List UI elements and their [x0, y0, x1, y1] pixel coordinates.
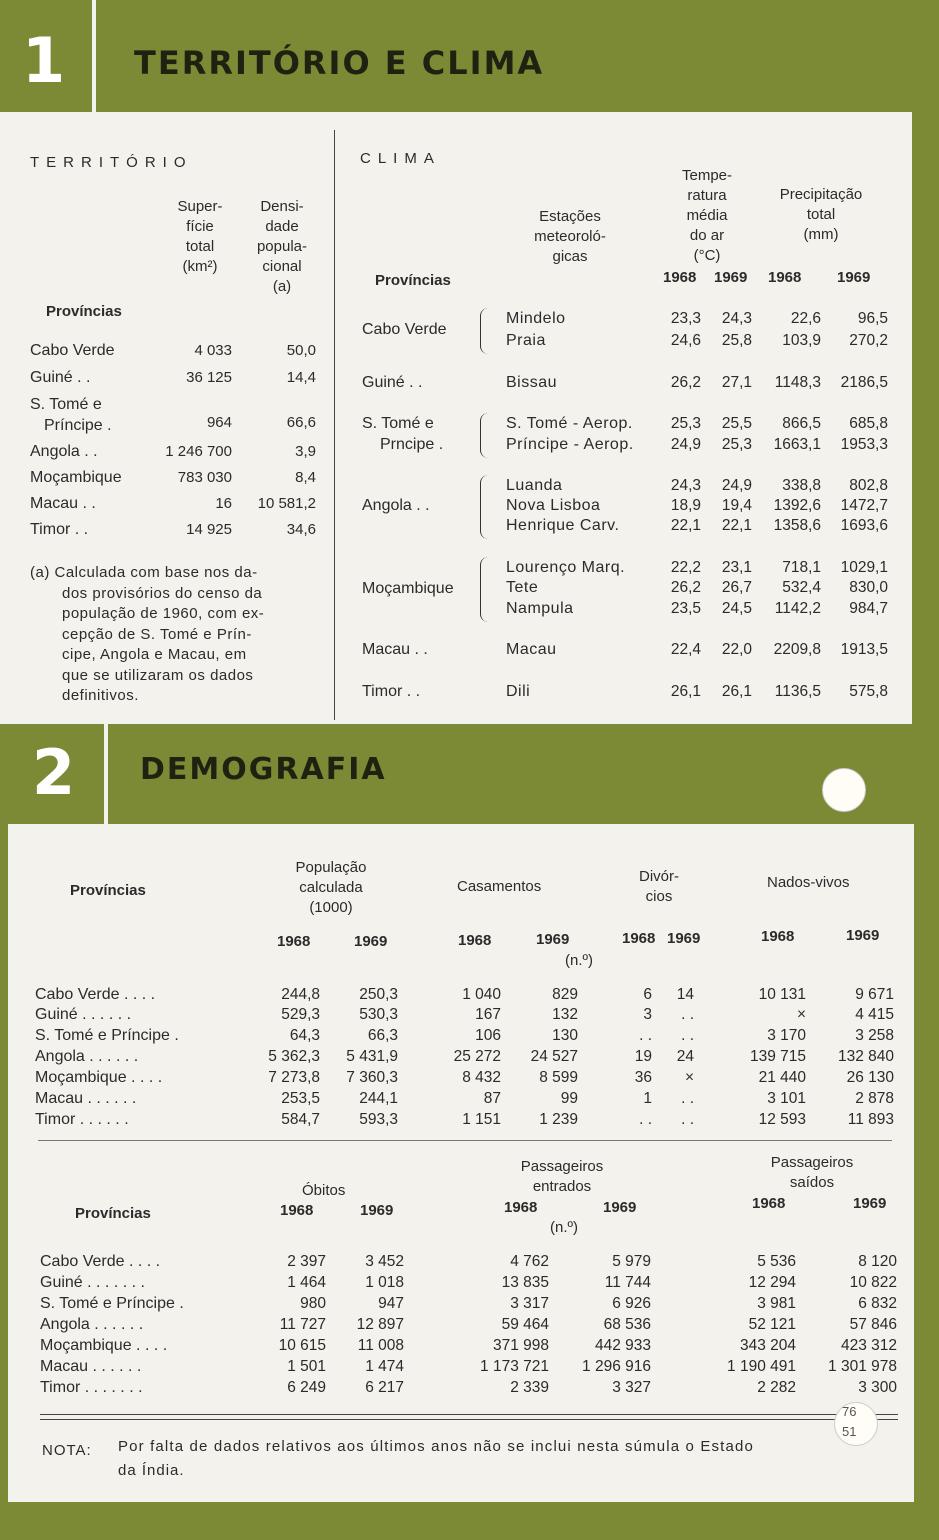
- demo-pop-1969: 244,1: [359, 1090, 398, 1107]
- demo-t1-col-divorcios: Divór- cios: [639, 868, 679, 905]
- demo-nados-1968: 3 170: [767, 1027, 806, 1044]
- clima-prec-1969: 1913,5: [840, 641, 888, 658]
- clima-station-name: Luanda: [506, 477, 563, 494]
- territorio-note: (a) Calculada com base nos da- dos provisórios do censo da população de 1960, com ex- cepção de S. Tomé e Prín- cipe, Angola e Macau, em que se utilizaram os dados definitivos.: [30, 564, 265, 704]
- demo-saidos-1968: 52 121: [748, 1316, 796, 1333]
- demo-nados-1968: ×: [796, 1006, 806, 1023]
- demo-obitos-1969: 12 897: [356, 1316, 404, 1333]
- punch-hole-top: [822, 768, 866, 812]
- clima-prec-1969: 1693,6: [840, 517, 888, 534]
- clima-temp-1969: 24,5: [721, 600, 752, 617]
- clima-prec-1968: 718,1: [782, 559, 821, 576]
- clima-province-name: S. Tomé e: [362, 415, 434, 432]
- clima-station-name: Nampula: [506, 600, 574, 617]
- clima-station-name: Mindelo: [506, 310, 566, 327]
- demo-divorcios-1969: 14: [676, 986, 694, 1003]
- clima-group-brace: [480, 557, 490, 622]
- demo-saidos-1968: 343 204: [739, 1337, 796, 1354]
- clima-station-name: Henrique Carv.: [506, 517, 620, 534]
- demo-saidos-1969: 57 846: [849, 1316, 897, 1333]
- demo-nados-1968: 3 101: [767, 1090, 806, 1107]
- demo-pop-1969: 66,3: [367, 1027, 398, 1044]
- nota-rule-2: [40, 1419, 898, 1420]
- clima-prec-1968: 1148,3: [774, 374, 821, 391]
- demo-casamentos-1969: 132: [552, 1006, 578, 1023]
- demo-entrados-1968: 3 317: [510, 1295, 549, 1312]
- bottom-band: [0, 1502, 939, 1540]
- demo-saidos-1969: 8 120: [858, 1253, 897, 1270]
- clima-prec-1969: 830,0: [849, 579, 888, 596]
- clima-station-name: Lourenço Marq.: [506, 559, 626, 576]
- demo-entrados-1968: 371 998: [492, 1337, 549, 1354]
- demo-pop-1969: 593,3: [359, 1111, 398, 1128]
- demo-t1-provincias-label: Províncias: [70, 882, 146, 899]
- demo-t1-province-name: Angola . . . . . .: [35, 1048, 139, 1065]
- clima-col-precipitacao: Precipitação total (mm): [779, 186, 863, 243]
- demo-t1-province-name: Macau . . . . . .: [35, 1090, 137, 1107]
- demo-divorcios-1969: . .: [681, 1111, 694, 1128]
- demo-t1-province-name: Guiné . . . . . .: [35, 1006, 132, 1023]
- clima-temp-1969: 19,4: [721, 497, 752, 514]
- territorio-densidade-value: 14,4: [286, 369, 316, 386]
- clima-prec-1968: 22,6: [790, 310, 821, 327]
- clima-station-name: Macau: [506, 641, 557, 658]
- clima-prec-1969: 96,5: [857, 310, 888, 327]
- demo-t2-year-o68: 1968: [280, 1202, 314, 1219]
- demo-nados-1969: 9 671: [855, 986, 894, 1003]
- clima-temp-1968: 18,9: [670, 497, 701, 514]
- territorio-province-name: Guiné . .: [30, 369, 91, 386]
- demo-obitos-1968: 6 249: [287, 1379, 326, 1396]
- demo-t1-year-d68: 1968: [622, 930, 656, 947]
- section1-title: TERRITÓRIO E CLIMA: [134, 44, 545, 82]
- demo-casamentos-1968: 25 272: [453, 1048, 501, 1065]
- territorio-province-name-cont: Príncipe .: [44, 417, 112, 434]
- demo-casamentos-1968: 106: [475, 1027, 501, 1044]
- clima-prec-1968: 1663,1: [773, 436, 821, 453]
- demo-t1-unit: (n.º): [565, 952, 593, 969]
- demo-pop-1969: 5 431,9: [346, 1048, 398, 1065]
- demo-entrados-1969: 68 536: [603, 1316, 651, 1333]
- clima-temp-1969: 22,0: [721, 641, 752, 658]
- demo-saidos-1969: 3 300: [858, 1379, 897, 1396]
- demo-t2-province-name: Cabo Verde . . . .: [40, 1253, 161, 1270]
- territorio-superficie-value: 783 030: [177, 469, 232, 486]
- demo-nados-1969: 26 130: [846, 1069, 894, 1086]
- clima-year-t69: 1969: [714, 269, 748, 286]
- clima-temp-1969: 23,1: [721, 559, 752, 576]
- demo-casamentos-1968: 167: [475, 1006, 501, 1023]
- demo-t2-col-entrados: Passageiros entrados: [520, 1158, 604, 1195]
- demo-t2-province-name: Moçambique . . . .: [40, 1337, 168, 1354]
- clima-prec-1968: 866,5: [782, 415, 821, 432]
- demo-t1-year-p68: 1968: [277, 933, 311, 950]
- clima-prec-1969: 1472,7: [840, 497, 888, 514]
- demo-nados-1969: 4 415: [855, 1006, 894, 1023]
- clima-temp-1968: 23,5: [670, 600, 701, 617]
- clima-temp-1969: 25,3: [721, 436, 752, 453]
- demo-divorcios-1968: 6: [643, 986, 652, 1003]
- demo-pop-1968: 253,5: [281, 1090, 320, 1107]
- demo-nados-1968: 12 593: [758, 1111, 806, 1128]
- demo-pop-1969: 7 360,3: [346, 1069, 398, 1086]
- demo-pop-1969: 530,3: [359, 1006, 398, 1023]
- demo-divorcios-1969: . .: [681, 1006, 694, 1023]
- clima-temp-1969: 25,8: [721, 332, 752, 349]
- demo-obitos-1968: 1 464: [287, 1274, 326, 1291]
- territorio-densidade-value: 50,0: [286, 342, 316, 359]
- demo-nados-1968: 21 440: [758, 1069, 806, 1086]
- clima-group-brace: [480, 308, 490, 354]
- territorio-superficie-value: 4 033: [194, 342, 232, 359]
- clima-province-name: Macau . .: [362, 641, 428, 658]
- demo-casamentos-1969: 130: [552, 1027, 578, 1044]
- clima-station-name: Dili: [506, 683, 531, 700]
- clima-prec-1969: 685,8: [849, 415, 888, 432]
- clima-prec-1968: 532,4: [782, 579, 821, 596]
- demo-t1-col-nados: Nados-vivos: [767, 874, 850, 891]
- territorio-superficie-value: 964: [206, 414, 232, 431]
- territorio-province-name: Cabo Verde: [30, 342, 115, 359]
- demo-casamentos-1968: 87: [483, 1090, 501, 1107]
- clima-temp-1968: 23,3: [670, 310, 701, 327]
- clima-year-p68: 1968: [768, 269, 802, 286]
- clima-prec-1968: 103,9: [782, 332, 821, 349]
- clima-col-estacoes: Estações meteoroló- gicas: [534, 208, 606, 265]
- demo-saidos-1968: 3 981: [757, 1295, 796, 1312]
- demo-t1-year-n69: 1969: [846, 927, 880, 944]
- nota-label: NOTA:: [42, 1442, 92, 1459]
- demo-casamentos-1968: 1 040: [462, 986, 501, 1003]
- demo-saidos-1969: 6 832: [858, 1295, 897, 1312]
- demo-t2-province-name: Timor . . . . . . .: [40, 1379, 143, 1396]
- clima-station-name: Príncipe - Aerop.: [506, 436, 634, 453]
- clima-prec-1968: 338,8: [782, 477, 821, 494]
- demo-t2-col-obitos: Óbitos: [302, 1182, 346, 1199]
- demo-pop-1968: 64,3: [289, 1027, 320, 1044]
- demo-t2-province-name: S. Tomé e Príncipe .: [40, 1295, 184, 1312]
- section2-title: DEMOGRAFIA: [140, 752, 387, 787]
- clima-temp-1968: 26,2: [670, 579, 701, 596]
- section2-number: 2: [32, 736, 76, 809]
- demo-pop-1968: 584,7: [281, 1111, 320, 1128]
- demo-t1-year-d69: 1969: [667, 930, 701, 947]
- clima-temp-1968: 22,1: [670, 517, 701, 534]
- demo-divorcios-1968: . .: [639, 1027, 652, 1044]
- page-ref-bottom: 51: [842, 1424, 857, 1439]
- demo-casamentos-1968: 1 151: [462, 1111, 501, 1128]
- clima-temp-1968: 22,4: [670, 641, 701, 658]
- clima-temp-1969: 25,5: [721, 415, 752, 432]
- demo-obitos-1969: 3 452: [365, 1253, 404, 1270]
- clima-temp-1969: 27,1: [721, 374, 752, 391]
- demo-divorcios-1969: ×: [684, 1069, 694, 1086]
- demo-t2-year-e69: 1969: [603, 1199, 637, 1216]
- demo-casamentos-1969: 99: [560, 1090, 578, 1107]
- clima-station-name: Nova Lisboa: [506, 497, 601, 514]
- demo-divorcios-1969: . .: [681, 1027, 694, 1044]
- demo-obitos-1968: 2 397: [287, 1253, 326, 1270]
- clima-prec-1969: 1029,1: [840, 559, 888, 576]
- demo-t2-year-o69: 1969: [360, 1202, 394, 1219]
- clima-temp-1968: 24,9: [670, 436, 701, 453]
- territorio-densidade-value: 8,4: [295, 469, 316, 486]
- clima-group-brace: [480, 475, 490, 539]
- demo-t2-unit: (n.º): [550, 1219, 578, 1236]
- clima-prec-1968: 1392,6: [773, 497, 821, 514]
- demo-pop-1969: 250,3: [359, 986, 398, 1003]
- clima-province-name: Guiné . .: [362, 374, 423, 391]
- demo-t2-provincias-label: Províncias: [75, 1205, 151, 1222]
- territorio-densidade-value: 10 581,2: [257, 495, 316, 512]
- clima-temp-1969: 26,1: [721, 683, 752, 700]
- clima-prec-1968: 1136,5: [774, 683, 821, 700]
- clima-temp-1968: 24,6: [670, 332, 701, 349]
- clima-province-name: Moçambique: [362, 579, 454, 597]
- clima-prec-1969: 2186,5: [840, 374, 888, 391]
- demo-divorcios-1969: . .: [681, 1090, 694, 1107]
- demo-pop-1968: 7 273,8: [268, 1069, 320, 1086]
- demo-t1-province-name: S. Tomé e Príncipe .: [35, 1027, 179, 1044]
- clima-prec-1968: 2209,8: [773, 641, 821, 658]
- clima-prec-1968: 1358,6: [773, 517, 821, 534]
- demo-saidos-1969: 10 822: [849, 1274, 897, 1291]
- demo-saidos-1968: 2 282: [757, 1379, 796, 1396]
- demo-t1-province-name: Timor . . . . . .: [35, 1111, 129, 1128]
- demo-saidos-1968: 5 536: [757, 1253, 796, 1270]
- nota-text-line1: Por falta de dados relativos aos últimos anos não se inclui nesta súmula o Estado: [118, 1438, 754, 1455]
- section1-number: 1: [22, 24, 66, 97]
- demo-t1-province-name: Cabo Verde . . . .: [35, 986, 156, 1003]
- demo-obitos-1968: 11 727: [279, 1316, 326, 1333]
- demo-t1-year-c68: 1968: [458, 932, 492, 949]
- clima-temp-1969: 22,1: [721, 517, 752, 534]
- clima-province-name: Angola . .: [362, 497, 430, 514]
- demo-t2-province-name: Angola . . . . . .: [40, 1316, 144, 1333]
- demo-saidos-1969: 1 301 978: [828, 1358, 897, 1375]
- demo-entrados-1968: 13 835: [501, 1274, 549, 1291]
- territorio-densidade-value: 66,6: [286, 414, 316, 431]
- clima-prec-1969: 270,2: [849, 332, 888, 349]
- clima-provincias-label: Províncias: [375, 272, 451, 289]
- demo-t1-year-p69: 1969: [354, 933, 388, 950]
- demo-casamentos-1969: 8 599: [539, 1069, 578, 1086]
- demo-pop-1968: 5 362,3: [268, 1048, 320, 1065]
- demo-casamentos-1969: 829: [552, 986, 578, 1003]
- clima-province-name-cont: Prncipe .: [380, 436, 444, 453]
- demo-divorcios-1969: 24: [676, 1048, 694, 1065]
- demo-nados-1969: 2 878: [855, 1090, 894, 1107]
- demo-entrados-1968: 1 173 721: [480, 1358, 549, 1375]
- demo-divorcios-1968: 36: [634, 1069, 652, 1086]
- demo-divorcios-1968: 3: [643, 1006, 652, 1023]
- territorio-superficie-value: 16: [215, 495, 232, 512]
- clima-station-name: Bissau: [506, 374, 558, 391]
- clima-province-name: Timor . .: [362, 683, 421, 700]
- nota-rule-1: [40, 1414, 898, 1415]
- territorio-densidade-value: 3,9: [295, 443, 316, 460]
- territorio-heading: TERRITÓRIO: [30, 154, 193, 171]
- clima-temp-1968: 26,2: [670, 374, 701, 391]
- demo-entrados-1969: 11 744: [604, 1274, 651, 1291]
- demo-obitos-1969: 1 474: [365, 1358, 404, 1375]
- demo-pop-1968: 529,3: [281, 1006, 320, 1023]
- territorio-superficie-value: 14 925: [186, 521, 232, 538]
- demo-divorcios-1968: 1: [643, 1090, 652, 1107]
- territorio-superficie-value: 1 246 700: [165, 443, 232, 460]
- demo-saidos-1968: 12 294: [748, 1274, 796, 1291]
- demo-t2-province-name: Macau . . . . . .: [40, 1358, 142, 1375]
- clima-station-name: Tete: [506, 579, 539, 596]
- territorio-province-name: Moçambique: [30, 469, 122, 486]
- demo-entrados-1968: 4 762: [510, 1253, 549, 1270]
- demo-entrados-1969: 6 926: [612, 1295, 651, 1312]
- demo-t1-col-casamentos: Casamentos: [457, 878, 542, 895]
- clima-heading: CLIMA: [360, 150, 441, 167]
- demo-t2-year-e68: 1968: [504, 1199, 538, 1216]
- clima-station-name: S. Tomé - Aerop.: [506, 415, 633, 432]
- clima-temp-1968: 25,3: [670, 415, 701, 432]
- demo-obitos-1968: 10 615: [278, 1337, 326, 1354]
- demo-divider: [38, 1140, 892, 1141]
- clima-province-name: Cabo Verde: [362, 321, 447, 338]
- demo-obitos-1968: 980: [300, 1295, 326, 1312]
- demo-t1-year-c69: 1969: [536, 931, 570, 948]
- demo-t1-col-populacao: População calculada (1000): [295, 859, 367, 916]
- territorio-col-densidade: Densi- dade popula- cional (a): [256, 198, 308, 295]
- clima-temp-1968: 24,3: [670, 477, 701, 494]
- clima-temp-1969: 24,3: [721, 310, 752, 327]
- clima-prec-1969: 984,7: [849, 600, 888, 617]
- demo-nados-1969: 3 258: [855, 1027, 894, 1044]
- demo-t2-province-name: Guiné . . . . . . .: [40, 1274, 145, 1291]
- clima-year-p69: 1969: [837, 269, 871, 286]
- demo-t2-year-s68: 1968: [752, 1195, 786, 1212]
- clima-station-name: Praia: [506, 332, 546, 349]
- demo-divorcios-1968: . .: [639, 1111, 652, 1128]
- demo-pop-1968: 244,8: [281, 986, 320, 1003]
- territorio-col-superficie: Super- fície total (km²): [177, 198, 223, 275]
- clima-prec-1969: 575,8: [849, 683, 888, 700]
- demo-t1-year-n68: 1968: [761, 928, 795, 945]
- demo-t1-province-name: Moçambique . . . .: [35, 1069, 163, 1086]
- nota-text-line2: da Índia.: [118, 1462, 185, 1479]
- clima-temp-1968: 26,1: [670, 683, 701, 700]
- territorio-province-name: S. Tomé e: [30, 396, 102, 413]
- clima-temp-1969: 24,9: [721, 477, 752, 494]
- demo-casamentos-1968: 8 432: [462, 1069, 501, 1086]
- demo-obitos-1969: 1 018: [365, 1274, 404, 1291]
- clima-temp-1969: 26,7: [721, 579, 752, 596]
- territorio-province-name: Timor . .: [30, 521, 89, 538]
- demo-t2-col-saidos: Passageiros saídos: [770, 1154, 854, 1191]
- demo-nados-1968: 10 131: [758, 986, 806, 1003]
- page-ref-top: 76: [842, 1404, 857, 1419]
- clima-group-brace: [480, 413, 490, 458]
- demo-t2-year-s69: 1969: [853, 1195, 887, 1212]
- territorio-province-name: Macau . .: [30, 495, 96, 512]
- territorio-superficie-value: 36 125: [186, 369, 232, 386]
- demo-nados-1968: 139 715: [749, 1048, 806, 1065]
- clima-temp-1968: 22,2: [670, 559, 701, 576]
- demo-entrados-1968: 2 339: [510, 1379, 549, 1396]
- demo-entrados-1969: 5 979: [612, 1253, 651, 1270]
- clima-prec-1968: 1142,2: [774, 600, 821, 617]
- demo-casamentos-1969: 24 527: [530, 1048, 578, 1065]
- clima-year-t68: 1968: [663, 269, 697, 286]
- demo-obitos-1969: 947: [378, 1295, 404, 1312]
- demo-saidos-1969: 423 312: [840, 1337, 897, 1354]
- demo-nados-1969: 132 840: [837, 1048, 894, 1065]
- clima-prec-1969: 802,8: [849, 477, 888, 494]
- demo-nados-1969: 11 893: [847, 1111, 894, 1128]
- demo-entrados-1969: 442 933: [594, 1337, 651, 1354]
- territorio-provincias-label: Províncias: [46, 303, 122, 320]
- demo-saidos-1968: 1 190 491: [727, 1358, 796, 1375]
- demo-divorcios-1968: 19: [634, 1048, 652, 1065]
- territorio-densidade-value: 34,6: [286, 521, 316, 538]
- clima-prec-1969: 1953,3: [840, 436, 888, 453]
- demo-obitos-1968: 1 501: [287, 1358, 326, 1375]
- demo-entrados-1969: 1 296 916: [582, 1358, 651, 1375]
- demo-entrados-1968: 59 464: [501, 1316, 549, 1333]
- territorio-province-name: Angola . .: [30, 443, 98, 460]
- demo-entrados-1969: 3 327: [612, 1379, 651, 1396]
- demo-obitos-1969: 6 217: [365, 1379, 404, 1396]
- demo-obitos-1969: 11 008: [357, 1337, 404, 1354]
- clima-col-temperatura: Tempe- ratura média do ar (°C): [681, 167, 733, 264]
- demo-casamentos-1969: 1 239: [539, 1111, 578, 1128]
- section1-divider: [334, 130, 335, 720]
